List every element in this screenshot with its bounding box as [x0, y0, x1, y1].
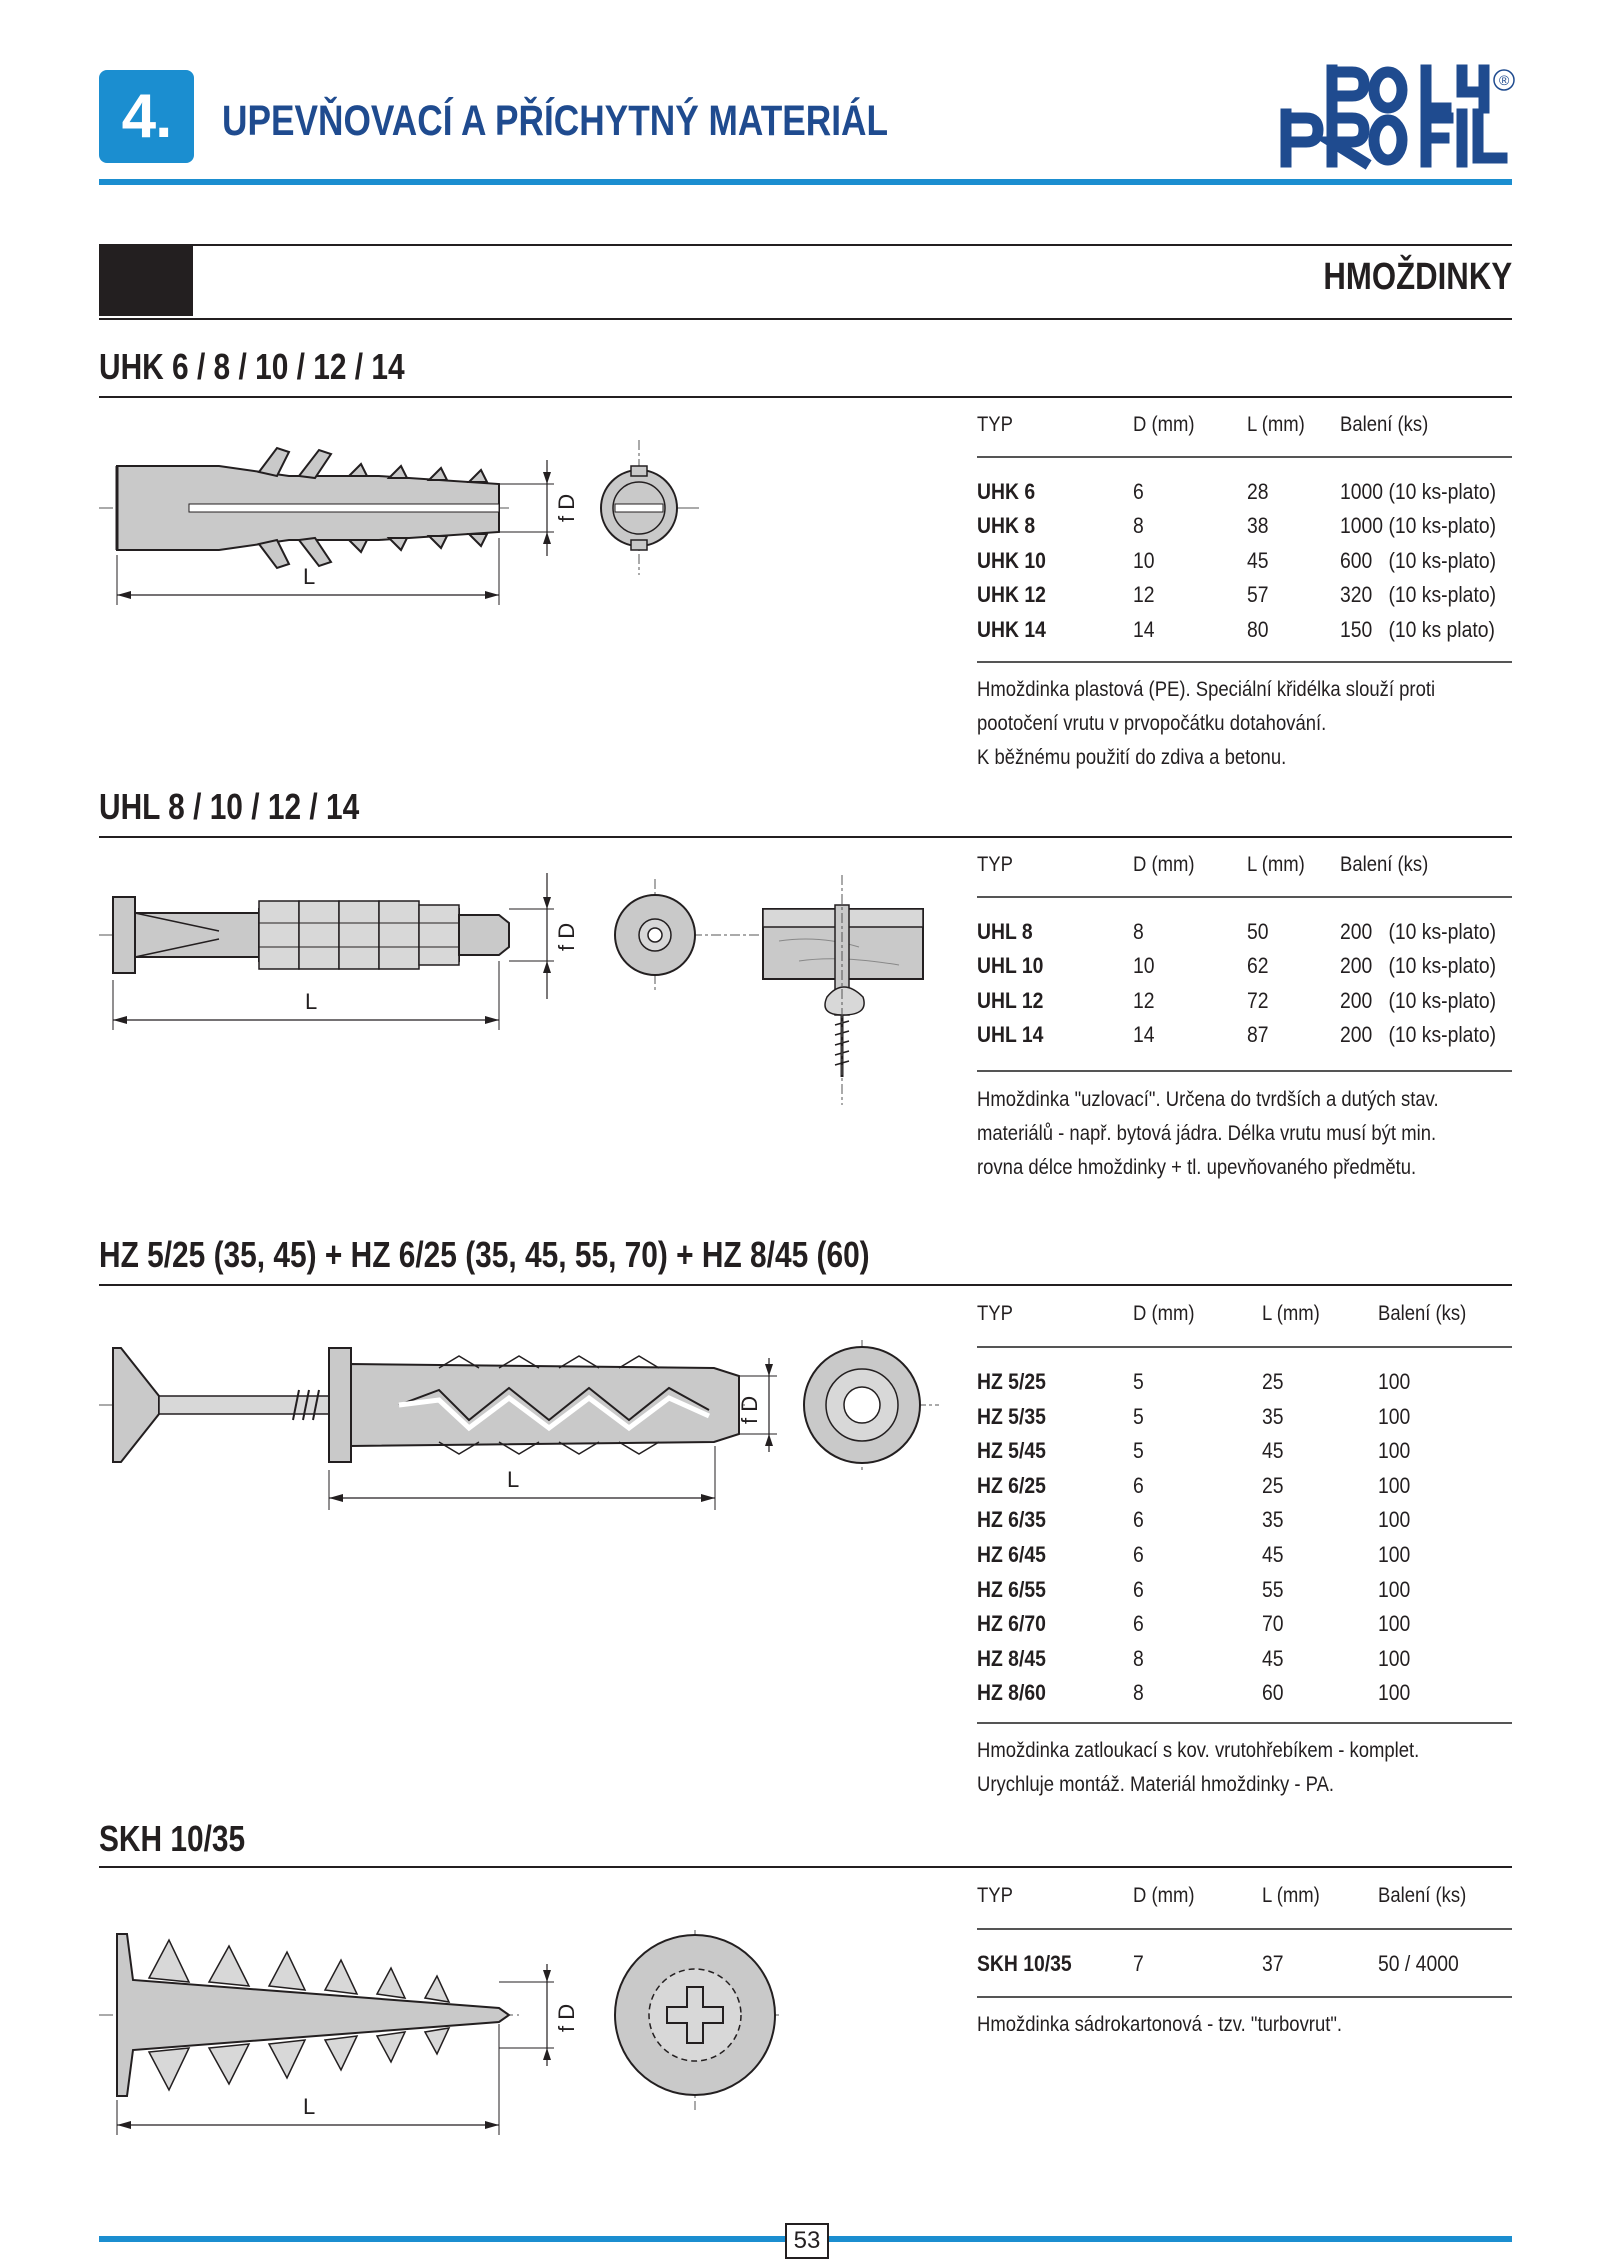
section-band [99, 244, 1512, 320]
dim-l-label: L [303, 564, 316, 589]
cell-d: 6 [1133, 479, 1144, 504]
table-rule [977, 1346, 1512, 1348]
cell-l: 38 [1247, 513, 1269, 538]
header-rule [99, 179, 1512, 185]
col-header-typ: TYP [977, 1884, 1013, 1907]
cell-d: 14 [1133, 1022, 1155, 1047]
cell-l: 60 [1262, 1680, 1284, 1706]
dim-d-label: f D [737, 1395, 762, 1424]
cell-baleni: 100 [1378, 1438, 1411, 1464]
col-header-baleni: Balení (ks) [1340, 853, 1429, 876]
cell-l: 35 [1262, 1403, 1284, 1429]
cell-d: 10 [1133, 953, 1155, 978]
cell-baleni: 100 [1378, 1403, 1411, 1429]
cell-d: 7 [1133, 1951, 1144, 1976]
col-header-typ: TYP [977, 853, 1013, 876]
cell-type: HZ 6/70 [977, 1611, 1046, 1637]
cell-d: 6 [1133, 1472, 1144, 1498]
product-rule [99, 396, 1512, 398]
cell-baleni: 600 (10 ks-plato) [1340, 548, 1497, 573]
cell-d: 5 [1133, 1403, 1144, 1429]
table-rule [977, 1928, 1512, 1930]
cell-d: 6 [1133, 1507, 1144, 1533]
product-title-hz: HZ 5/25 (35, 45) + HZ 6/25 (35, 45, 55, 70) + HZ 8/45 (60) [99, 1234, 870, 1275]
cell-l: 45 [1247, 548, 1269, 573]
cell-d: 8 [1133, 1645, 1144, 1671]
col-header-typ: TYP [977, 1302, 1013, 1325]
cell-baleni: 50 / 4000 [1378, 1951, 1459, 1976]
cell-d: 12 [1133, 988, 1155, 1013]
cell-d: 6 [1133, 1542, 1144, 1567]
cell-d: 10 [1133, 548, 1155, 573]
table-rule [977, 1996, 1512, 1998]
cell-type: HZ 8/60 [977, 1680, 1046, 1706]
table-rule [977, 1070, 1512, 1072]
cell-baleni: 200 (10 ks-plato) [1340, 988, 1497, 1013]
col-header-l: L (mm) [1247, 853, 1305, 876]
cell-type: UHK 14 [977, 617, 1046, 642]
chapter-title: UPEVŇOVACÍ A PŘÍCHYTNÝ MATERIÁL [222, 97, 889, 145]
cell-type: HZ 6/45 [977, 1542, 1046, 1567]
cell-type: HZ 8/45 [977, 1645, 1046, 1671]
cell-l: 45 [1262, 1542, 1284, 1567]
cell-d: 8 [1133, 919, 1144, 944]
cell-l: 45 [1262, 1645, 1284, 1671]
cell-d: 8 [1133, 1680, 1144, 1706]
description-line: rovna délce hmoždinky + tl. upevňovaného předmětu. [977, 1156, 1417, 1179]
cell-baleni: 100 [1378, 1645, 1411, 1671]
dim-l-label: L [303, 2094, 316, 2119]
col-header-l: L (mm) [1262, 1302, 1320, 1325]
cell-baleni: 1000 (10 ks-plato) [1340, 513, 1497, 538]
col-header-l: L (mm) [1247, 413, 1305, 436]
hz-drawing [99, 1320, 939, 1520]
chapter-number-badge: 4. [99, 70, 194, 163]
cell-l: 80 [1247, 617, 1269, 642]
description-line: pootočení vrutu v prvopočátku dotahování. [977, 712, 1327, 735]
cell-d: 5 [1133, 1369, 1144, 1394]
registered-mark: ® [1499, 72, 1510, 88]
cell-type: UHK 8 [977, 513, 1036, 538]
dim-d-label: f D [554, 2003, 579, 2032]
poly-profil-logo [1276, 62, 1516, 172]
cell-l: 55 [1262, 1576, 1284, 1602]
cell-d: 8 [1133, 513, 1144, 538]
cell-l: 25 [1262, 1369, 1284, 1394]
skh-drawing [99, 1920, 779, 2150]
cell-type: HZ 5/45 [977, 1438, 1046, 1464]
cell-type: UHK 6 [977, 479, 1036, 504]
cell-baleni: 100 [1378, 1369, 1411, 1394]
cell-type: UHK 10 [977, 548, 1046, 573]
section-black-block [99, 246, 193, 316]
cell-baleni: 1000 (10 ks-plato) [1340, 479, 1497, 504]
cell-baleni: 150 (10 ks plato) [1340, 617, 1495, 642]
cell-l: 25 [1262, 1472, 1284, 1498]
cell-baleni: 320 (10 ks-plato) [1340, 582, 1497, 607]
uhl-drawing [99, 865, 959, 1110]
cell-type: UHL 10 [977, 953, 1044, 978]
table-rule [977, 456, 1512, 458]
cell-type: HZ 6/25 [977, 1472, 1046, 1498]
table-rule [977, 1722, 1512, 1724]
cell-l: 62 [1247, 953, 1269, 978]
col-header-d: D (mm) [1133, 1302, 1195, 1325]
cell-l: 50 [1247, 919, 1269, 944]
cell-l: 37 [1262, 1951, 1284, 1976]
col-header-baleni: Balení (ks) [1378, 1884, 1467, 1907]
cell-type: HZ 6/55 [977, 1576, 1046, 1602]
uhk-drawing [99, 430, 719, 610]
product-rule [99, 836, 1512, 838]
description-line: Urychluje montáž. Materiál hmoždinky - PA. [977, 1773, 1335, 1796]
cell-type: SKH 10/35 [977, 1951, 1072, 1976]
col-header-d: D (mm) [1133, 413, 1195, 436]
description-line: materiálů - např. bytová jádra. Délka vrutu musí být min. [977, 1122, 1437, 1145]
page-number: 53 [785, 2223, 829, 2259]
cell-l: 57 [1247, 582, 1269, 607]
cell-baleni: 200 (10 ks-plato) [1340, 953, 1497, 978]
product-title-uhk: UHK 6 / 8 / 10 / 12 / 14 [99, 346, 405, 387]
description-line: Hmoždinka zatloukací s kov. vrutohřebíkem - komplet. [977, 1739, 1420, 1762]
cell-baleni: 200 (10 ks-plato) [1340, 1022, 1497, 1047]
dim-d-label: f D [554, 922, 579, 951]
cell-baleni: 100 [1378, 1542, 1411, 1567]
description-line: Hmoždinka plastová (PE). Speciální křidélka slouží proti [977, 678, 1436, 701]
product-rule [99, 1284, 1512, 1286]
description-line: K běžnému použití do zdiva a betonu. [977, 746, 1287, 769]
description-line: Hmoždinka sádrokartonová - tzv. "turbovrut". [977, 2013, 1343, 2036]
cell-l: 28 [1247, 479, 1269, 504]
product-title-skh: SKH 10/35 [99, 1818, 246, 1859]
table-rule [977, 896, 1512, 898]
dim-l-label: L [305, 989, 318, 1014]
col-header-baleni: Balení (ks) [1340, 413, 1429, 436]
col-header-baleni: Balení (ks) [1378, 1302, 1467, 1325]
col-header-d: D (mm) [1133, 853, 1195, 876]
cell-type: HZ 6/35 [977, 1507, 1046, 1533]
cell-baleni: 100 [1378, 1611, 1411, 1637]
cell-type: HZ 5/25 [977, 1369, 1046, 1394]
cell-d: 12 [1133, 582, 1155, 607]
table-rule [977, 661, 1512, 663]
cell-d: 14 [1133, 617, 1155, 642]
cell-baleni: 200 (10 ks-plato) [1340, 919, 1497, 944]
product-rule [99, 1866, 1512, 1868]
description-line: Hmoždinka "uzlovací". Určena do tvrdších a dutých stav. [977, 1088, 1439, 1111]
cell-baleni: 100 [1378, 1576, 1411, 1602]
cell-baleni: 100 [1378, 1472, 1411, 1498]
col-header-d: D (mm) [1133, 1884, 1195, 1907]
cell-type: UHL 12 [977, 988, 1044, 1013]
cell-d: 6 [1133, 1576, 1144, 1602]
cell-type: UHL 14 [977, 1022, 1044, 1047]
cell-d: 5 [1133, 1438, 1144, 1464]
cell-type: UHK 12 [977, 582, 1046, 607]
cell-type: UHL 8 [977, 919, 1033, 944]
cell-type: HZ 5/35 [977, 1403, 1046, 1429]
col-header-typ: TYP [977, 413, 1013, 436]
cell-baleni: 100 [1378, 1680, 1411, 1706]
product-title-uhl: UHL 8 / 10 / 12 / 14 [99, 786, 360, 827]
cell-l: 72 [1247, 988, 1269, 1013]
cell-l: 35 [1262, 1507, 1284, 1533]
section-title: HMOŽDINKY [1323, 256, 1512, 298]
col-header-l: L (mm) [1262, 1884, 1320, 1907]
cell-l: 45 [1262, 1438, 1284, 1464]
dim-l-label: L [507, 1467, 520, 1492]
cell-l: 87 [1247, 1022, 1269, 1047]
cell-d: 6 [1133, 1611, 1144, 1637]
cell-l: 70 [1262, 1611, 1284, 1637]
cell-baleni: 100 [1378, 1507, 1411, 1533]
dim-d-label: f D [554, 493, 579, 522]
